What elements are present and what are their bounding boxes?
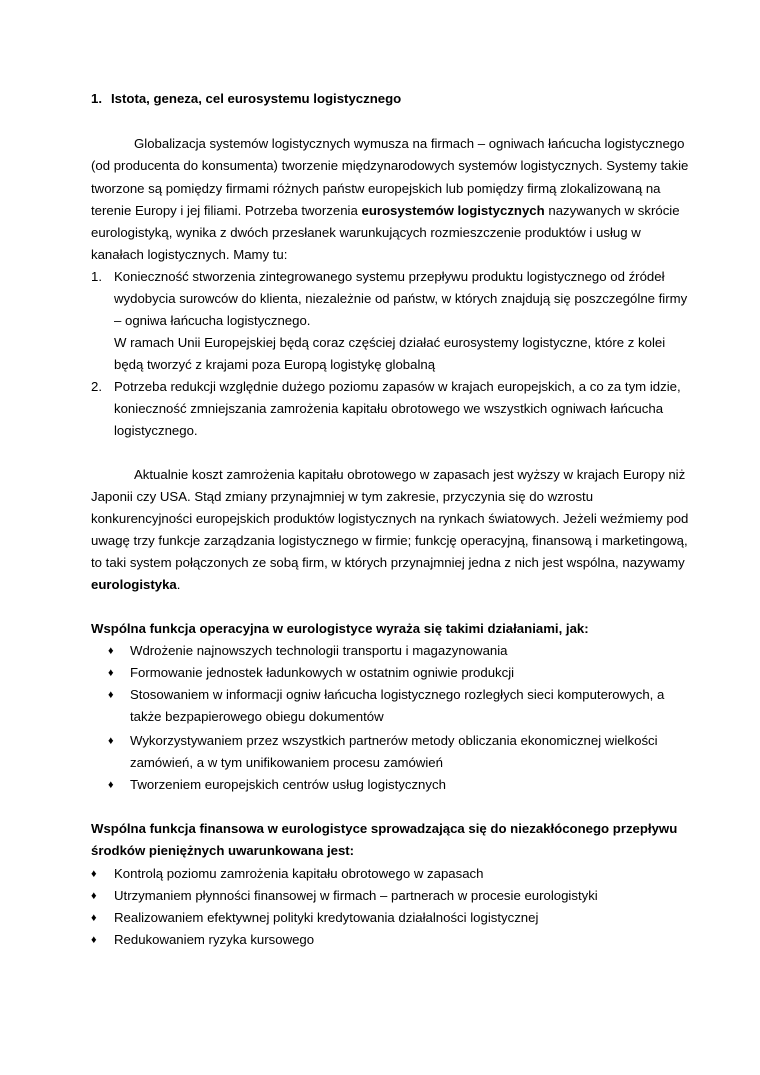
bullet-item-continuation: zamówień, a w tym unifikowaniem procesu zamówień	[130, 755, 443, 770]
subsection-heading: Wspólna funkcja operacyjna w eurologistyce wyraża się takimi działaniami, jak:	[91, 621, 589, 636]
emphasis-term: eurosystemów logistycznych	[361, 203, 545, 218]
list-item-line: wydobycia surowców do klienta, niezależnie od państw, w których znajdują się poszczególne firmy	[114, 291, 688, 306]
paragraph-line: Globalizacja systemów logistycznych wymusza na firmach – ogniwach łańcucha logistycznego	[134, 136, 685, 151]
bullet-item: Stosowaniem w informacji ogniw łańcucha logistycznego rozległych sieci komputerowych, a	[130, 687, 665, 702]
bullet-item: Kontrolą poziomu zamrożenia kapitału obrotowego w zapasach	[114, 866, 484, 881]
section-heading: Istota, geneza, cel eurosystemu logistycznego	[111, 91, 402, 106]
bullet-item: Realizowaniem efektywnej polityki kredytowania działalności logistycznej	[114, 910, 539, 925]
diamond-bullet-icon: ♦	[91, 890, 97, 902]
paragraph-line-mixed	[91, 203, 680, 219]
diamond-bullet-icon: ♦	[108, 667, 114, 679]
paragraph-line: to taki system połączonych ze sobą firm, w których przynajmniej jedna z nich jest wspólna, nazywamy	[91, 555, 685, 570]
diamond-bullet-icon: ♦	[91, 868, 97, 880]
paragraph-line: (od producenta do konsumenta) tworzenie międzynarodowych systemów logistycznych. Systemy takie	[91, 158, 689, 173]
bullet-item: Tworzeniem europejskich centrów usług logistycznych	[130, 777, 446, 792]
diamond-bullet-icon: ♦	[91, 912, 97, 924]
paragraph-line: uwagę trzy funkcje zarządzania logistycznego w firmie; funkcję operacyjną, finansową i marketingową,	[91, 533, 688, 548]
paragraph-line: tworzone są pomiędzy firmami różnych państw europejskich lub pomiędzy firmą zlokalizowaną na	[91, 181, 661, 196]
paragraph-line: Aktualnie koszt zamrożenia kapitału obrotowego w zapasach jest wyższy w krajach Europy niż	[134, 467, 686, 482]
bullet-item: Formowanie jednostek ładunkowych w ostatnim ogniwie produkcji	[130, 665, 515, 680]
diamond-bullet-icon: ♦	[91, 934, 97, 946]
list-number: 2.	[91, 379, 102, 394]
paragraph-line: eurologistyką, wynika z dwóch przesłanek warunkujących rozmieszczenie produktów i usług w	[91, 225, 641, 240]
list-item-line: – ogniwa łańcucha logistycznego.	[114, 313, 311, 328]
bullet-item: Utrzymaniem płynności finansowej w firmach – partnerach w procesie eurologistyki	[114, 888, 598, 903]
bullet-item: Wdrożenie najnowszych technologii transportu i magazynowania	[130, 643, 508, 658]
diamond-bullet-icon: ♦	[108, 645, 114, 657]
diamond-bullet-icon: ♦	[108, 735, 114, 747]
bullet-item: Wykorzystywaniem przez wszystkich partnerów metody obliczania ekonomicznej wielkości	[130, 733, 658, 748]
subsection-heading-continuation: środków pieniężnych uwarunkowana jest:	[91, 843, 355, 858]
list-item-line: W ramach Unii Europejskiej będą coraz częściej działać eurosystemy logistyczne, które z kolei	[114, 335, 666, 350]
paragraph-line: konkurencyjności europejskich produktów logistycznych na rynkach światowych. Jeżeli weźmiemy pod	[91, 511, 689, 526]
bullet-item-continuation: także bezpapierowego obiegu dokumentów	[130, 709, 384, 724]
list-item-line: logistycznego.	[114, 423, 198, 438]
paragraph-line: Japonii czy USA. Stąd zmiany przynajmniej w tym zakresie, przyczynia się do wzrostu	[91, 489, 594, 504]
diamond-bullet-icon: ♦	[108, 779, 114, 791]
bullet-item: Redukowaniem ryzyka kursowego	[114, 932, 315, 947]
paragraph-line: kanałach logistycznych. Mamy tu:	[91, 247, 288, 262]
paragraph-text: .	[176, 577, 181, 592]
diamond-bullet-icon: ♦	[108, 689, 114, 701]
list-item-line: konieczność zmniejszania zamrożenia kapitału obrotowego we wszystkich ogniwach łańcucha	[114, 401, 664, 416]
list-number: 1.	[91, 269, 102, 284]
emphasis-term: eurologistyka	[91, 577, 177, 592]
paragraph-text: terenie Europy i jej filiami. Potrzeba tworzenia	[91, 203, 358, 218]
paragraph-line-mixed	[91, 577, 180, 593]
list-item-line: będą tworzyć z krajami poza Europą logistykę globalną	[114, 357, 436, 372]
heading-number: 1.	[91, 91, 102, 106]
list-item-line: Potrzeba redukcji względnie dużego poziomu zapasów w krajach europejskich, a co za tym idzie,	[114, 379, 681, 394]
paragraph-text: nazywanych w skrócie	[548, 203, 680, 218]
subsection-heading: Wspólna funkcja finansowa w eurologistyce sprowadzająca się do niezakłóconego przepływu	[91, 821, 678, 836]
list-item-line: Konieczność stworzenia zintegrowanego systemu przepływu produktu logistycznego od źródeł	[114, 269, 665, 284]
